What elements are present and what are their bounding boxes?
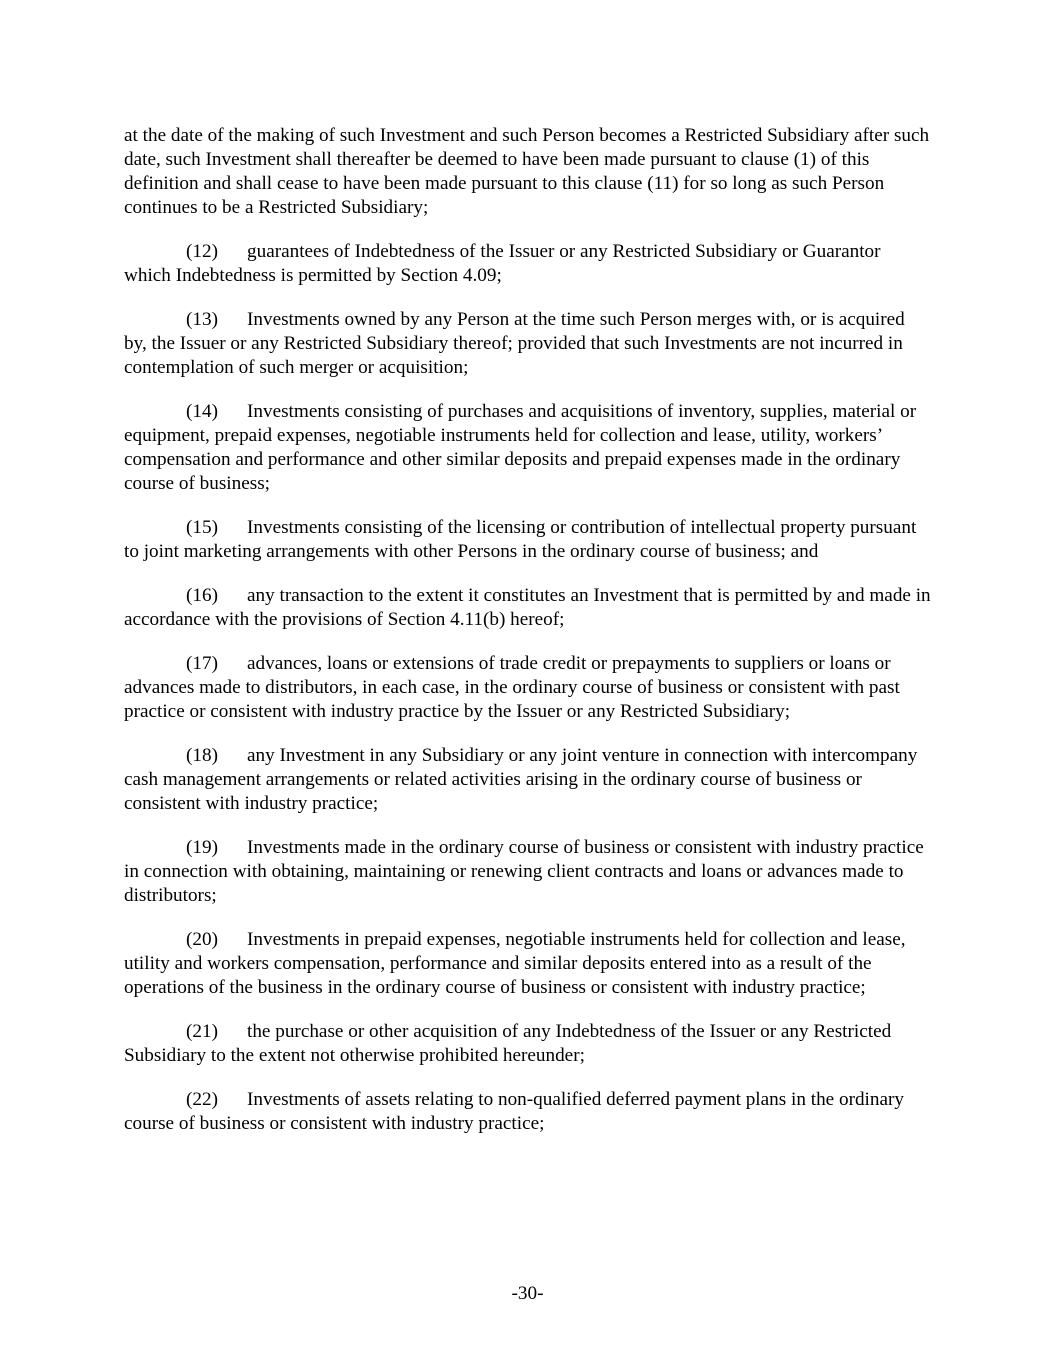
- clause-number: (12): [186, 241, 218, 262]
- clause-text: Investments owned by any Person at the time such Person merges with, or is acquired by, the Issuer or any Restricted Subsidiary thereof; provided that such Investments are not incurred in contemplation of such merger or acquisition;: [124, 309, 905, 378]
- clause-20: [124, 928, 932, 1000]
- clause-text: Investments in prepaid expenses, negotiable instruments held for collection and lease, utility and workers compensation, performance and similar deposits entered into as a result of the operations of the business in the ordinary course of business or consistent with industry practice;: [124, 929, 906, 998]
- clause-number: (19): [186, 837, 218, 858]
- clause-21: [124, 1020, 932, 1068]
- clause-number: (22): [186, 1089, 218, 1110]
- clause-19: [124, 836, 932, 908]
- clause-number: (13): [186, 309, 218, 330]
- clause-text: advances, loans or extensions of trade credit or prepayments to suppliers or loans or advances made to distributors, in each case, in the ordinary course of business or consistent with past practice or consistent with industry practice by the Issuer or any Restricted Subsidiary;: [124, 653, 900, 722]
- clause-text: Investments consisting of the licensing or contribution of intellectual property pursuant to joint marketing arrangements with other Persons in the ordinary course of business; and: [124, 517, 917, 562]
- clause-number: (21): [186, 1021, 218, 1042]
- clause-12: [124, 240, 932, 288]
- clause-14: [124, 400, 932, 496]
- document-body: [124, 124, 932, 1156]
- clause-22: [124, 1088, 932, 1136]
- clause-text: any transaction to the extent it constitutes an Investment that is permitted by and made in accordance with the provisions of Section 4.11(b) hereof;: [124, 585, 931, 630]
- clause-number: (18): [186, 745, 218, 766]
- clause-text: Investments consisting of purchases and acquisitions of inventory, supplies, material or equipment, prepaid expenses, negotiable instruments held for collection and lease, utility, workers’ compensation and performance and other similar deposits and prepaid expenses made in the ordinary course of business;: [124, 401, 917, 494]
- clause-text: the purchase or other acquisition of any Indebtedness of the Issuer or any Restricted Subsidiary to the extent not otherwise prohibited hereunder;: [124, 1021, 892, 1066]
- clause-15: [124, 516, 932, 564]
- clause-text: any Investment in any Subsidiary or any joint venture in connection with intercompany cash management arrangements or related activities arising in the ordinary course of business or consistent with industry practice;: [124, 745, 918, 814]
- clause-18: [124, 744, 932, 816]
- clause-17: [124, 652, 932, 724]
- clause-text: Investments made in the ordinary course of business or consistent with industry practice in connection with obtaining, maintaining or renewing client contracts and loans or advances made to distributors;: [124, 837, 924, 906]
- clause-number: (15): [186, 517, 218, 538]
- clause-number: (17): [186, 653, 218, 674]
- clause-number: (20): [186, 929, 218, 950]
- clause-number: (16): [186, 585, 218, 606]
- clause-13: [124, 308, 932, 380]
- clause-text: Investments of assets relating to non-qualified deferred payment plans in the ordinary course of business or consistent with industry practice;: [124, 1089, 904, 1134]
- intro-paragraph: at the date of the making of such Investment and such Person becomes a Restricted Subsidiary after such date, such Investment shall thereafter be deemed to have been made pursuant to clause (1) of this definition and shall cease to have been made pursuant to this clause (11) for so long as such Person continues to be a Restricted Subsidiary;: [124, 125, 930, 218]
- clause-text: guarantees of Indebtedness of the Issuer or any Restricted Subsidiary or Guarantor which Indebtedness is permitted by Section 4.09;: [124, 241, 881, 286]
- clause-16: [124, 584, 932, 632]
- clause-number: (14): [186, 401, 218, 422]
- page-number: -30-: [511, 1283, 544, 1304]
